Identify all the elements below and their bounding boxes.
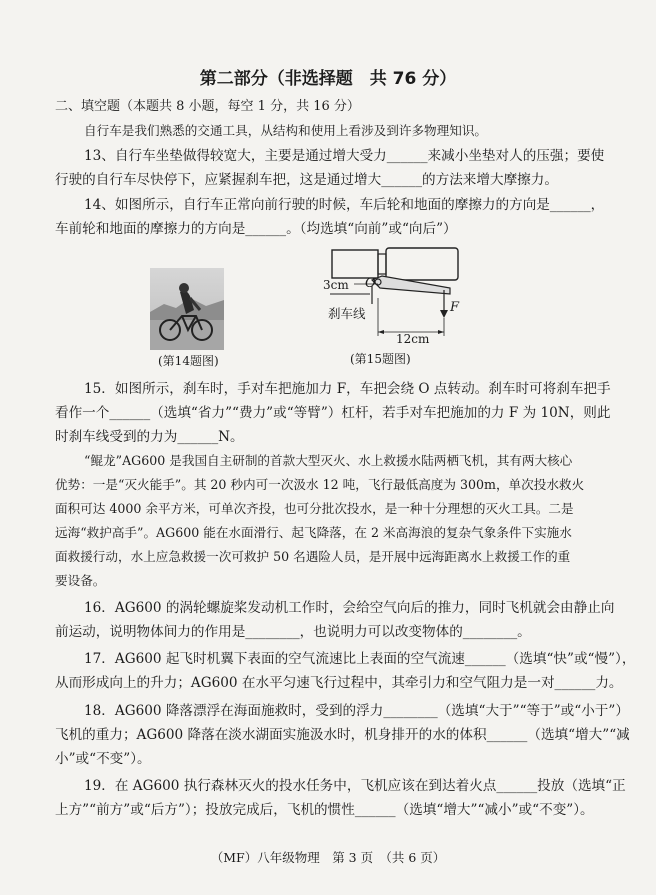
q15-line3: 时刹车线受到的力为______N。 [55, 429, 244, 445]
figure-14-cyclist-image [150, 268, 224, 350]
label-pivot-o: O [365, 276, 376, 291]
bike-intro: 自行车是我们熟悉的交通工具，从结构和使用上看涉及到许多物理知识。 [84, 123, 487, 138]
q18-line1: 18．AG600 降落漂浮在海面施救时，受到的浮力________（选填“大于”“等于”或“小于”） [84, 703, 629, 719]
label-3cm: 3cm [323, 278, 349, 292]
passage-line3: 面积可达 4000 余平方米，可单次齐投，也可分批次投水，是一种十分理想的灭火工具。二是 [55, 501, 574, 516]
q19-line1: 19．在 AG600 执行森林灭火的投水任务中，飞机应该在到达着火点______投放（选填“正 [84, 778, 626, 794]
q16-line2: 前运动，说明物体间力的作用是________，也说明力可以改变物体的________。 [55, 624, 531, 640]
q18-line2: 飞机的重力；AG600 降落在淡水湖面实施汲水时，机身排开的水的体积______（选填“增大”“减 [55, 727, 630, 743]
passage-line6: 要设备。 [55, 573, 106, 588]
passage-line1: “鲲龙”AG600 是我国自主研制的首款大型灭火、水上救援水陆两栖飞机，其有两大核心 [84, 453, 573, 468]
q14-line1: 14、如图所示，自行车正常向前行驶的时候，车后轮和地面的摩擦力的方向是______， [84, 197, 605, 213]
q17-line2: 从而形成向上的升力；AG600 在水平匀速飞行过程中，其牵引力和空气阻力是一对______力。 [55, 675, 623, 691]
figure-14-caption: (第14题图) [158, 354, 219, 368]
label-brake-cable: 刹车线 [328, 306, 366, 321]
q15-line2: 看作一个______（选填“省力”“费力”或“等臂”）杠杆，若手对车把施加的力 F 为 10N，则此 [55, 405, 611, 421]
q18-line3: 小”或“不变”）。 [55, 751, 151, 767]
page-title: 第二部分（非选择题 共 76 分） [199, 69, 457, 89]
page-footer: （MF）八年级物理 第 3 页 （共 6 页） [210, 850, 446, 865]
q13-line1: 13、自行车坐垫做得较宽大，主要是通过增大受力______来减小坐垫对人的压强；要使 [84, 148, 605, 164]
passage-line4: 远海“救护高手”。AG600 能在水面滑行、起飞降落，在 2 米高海浪的复杂气象条件下实施水 [55, 525, 572, 540]
section-heading: 二、填空题（本题共 8 小题，每空 1 分，共 16 分） [55, 99, 360, 114]
q15-line1: 15．如图所示，刹车时，手对车把施加力 F，车把会绕 O 点转动。刹车时可将刹车把手 [84, 381, 611, 397]
q14-line2: 车前轮和地面的摩擦力的方向是______。（均选填“向前”或“向后”） [55, 221, 457, 237]
q17-line1: 17．AG600 起飞时机翼下表面的空气流速比上表面的空气流速______（选填“快”或“慢”）， [84, 651, 636, 667]
figure-15-brake-lever-diagram [320, 246, 470, 350]
q19-line2: 上方”“前方”或“后方”）；投放完成后，飞机的惯性______（选填“增大”“减小”或“不变”）。 [55, 802, 594, 818]
passage-line5: 面救援行动，水上应急救援一次可救护 50 名遇险人员，是开展中远海距离水上救援工作的重 [55, 549, 571, 564]
figure-15-caption: (第15题图) [350, 352, 411, 366]
q13-line2: 行驶的自行车尽快停下，应紧握刹车把，这是通过增大______的方法来增大摩擦力。 [55, 172, 558, 188]
passage-line2: 优势：一是“灭火能手”。其 20 秒内可一次汲水 12 吨，飞行最低高度为 300m，单次投水救火 [55, 477, 585, 492]
label-force-f: F [450, 300, 460, 315]
label-12cm: 12cm [396, 332, 430, 346]
q16-line1: 16．AG600 的涡轮螺旋桨发动机工作时，会给空气向后的推力，同时飞机就会由静止向 [84, 600, 615, 616]
